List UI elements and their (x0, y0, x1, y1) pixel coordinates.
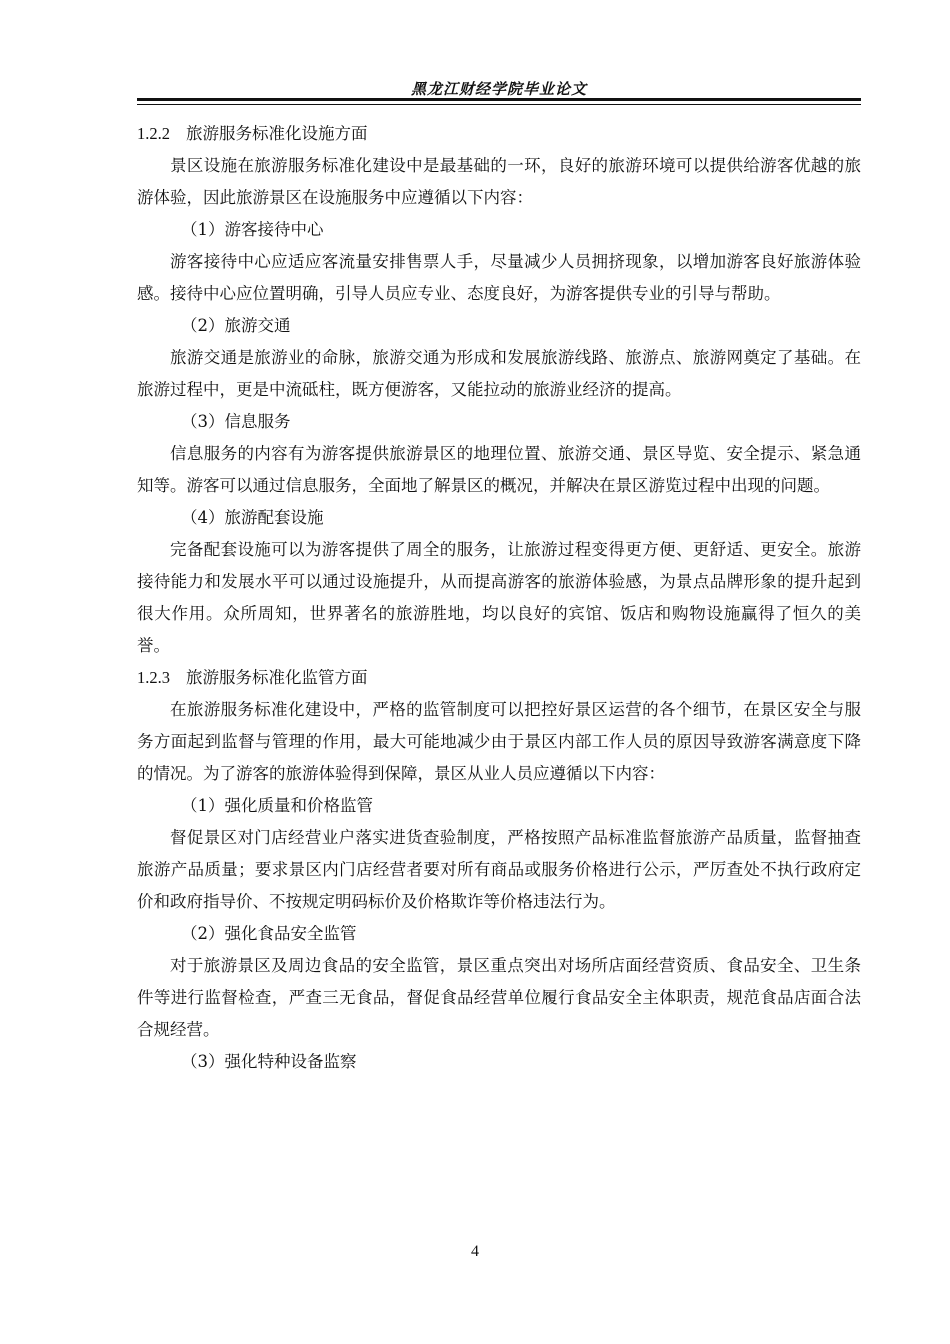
subheading: （3）强化特种设备监察 (181, 1052, 357, 1071)
paragraph: 信息服务的内容有为游客提供旅游景区的地理位置、旅游交通、景区导览、安全提示、紧急通知等。游客可以通过信息服务，全面地了解景区的概况，并解决在景区游览过程中出现的问题。 (137, 444, 861, 495)
section-heading: 1.2.3 旅游服务标准化监管方面 (137, 668, 368, 687)
subheading: （2）旅游交通 (181, 316, 291, 335)
subheading: （2）强化食品安全监管 (181, 924, 357, 943)
paragraph: 督促景区对门店经营业户落实进货查验制度，严格按照产品标准监督旅游产品质量，监督抽查旅游产品质量；要求景区内门店经营者要对所有商品或服务价格进行公示，严厉查处不执行政府定价和政府指导价、不按规定明码标价及价格欺诈等价格违法行为。 (137, 828, 861, 911)
subheading: （1）游客接待中心 (181, 220, 324, 239)
page-header-title: 黑龙江财经学院毕业论文 (410, 80, 587, 98)
paragraph: 在旅游服务标准化建设中，严格的监管制度可以把控好景区运营的各个细节，在景区安全与服务方面起到监督与管理的作用，最大可能地减少由于景区内部工作人员的原因导致游客满意度下降的情况。为了游客的旅游体验得到保障，景区从业人员应遵循以下内容： (137, 700, 861, 783)
subheading: （4）旅游配套设施 (181, 508, 324, 527)
subheading: （3）信息服务 (181, 412, 291, 431)
paragraph: 游客接待中心应适应客流量安排售票人手，尽量减少人员拥挤现象，以增加游客良好旅游体验感。接待中心应位置明确，引导人员应专业、态度良好，为游客提供专业的引导与帮助。 (137, 252, 861, 303)
page-number: 4 (471, 1243, 479, 1260)
header-rule-thick (137, 98, 861, 101)
header-rule-thin (137, 104, 861, 105)
subheading: （1）强化质量和价格监管 (181, 796, 373, 815)
paragraph: 完备配套设施可以为游客提供了周全的服务，让旅游过程变得更方便、更舒适、更安全。旅游接待能力和发展水平可以通过设施提升，从而提高游客的旅游体验感，为景点品牌形象的提升起到很大作用。众所周知，世界著名的旅游胜地，均以良好的宾馆、饭店和购物设施赢得了恒久的美誉。 (137, 540, 861, 655)
paragraph: 景区设施在旅游服务标准化建设中是最基础的一环，良好的旅游环境可以提供给游客优越的旅游体验，因此旅游景区在设施服务中应遵循以下内容： (137, 156, 861, 207)
section-heading: 1.2.2 旅游服务标准化设施方面 (137, 124, 368, 143)
document-body (137, 118, 861, 1078)
paragraph: 旅游交通是旅游业的命脉，旅游交通为形成和发展旅游线路、旅游点、旅游网奠定了基础。在旅游过程中，更是中流砥柱，既方便游客，又能拉动的旅游业经济的提高。 (137, 348, 861, 399)
paragraph: 对于旅游景区及周边食品的安全监管，景区重点突出对场所店面经营资质、食品安全、卫生条件等进行监督检查，严查三无食品，督促食品经营单位履行食品安全主体职责，规范食品店面合法合规经营。 (137, 956, 861, 1039)
